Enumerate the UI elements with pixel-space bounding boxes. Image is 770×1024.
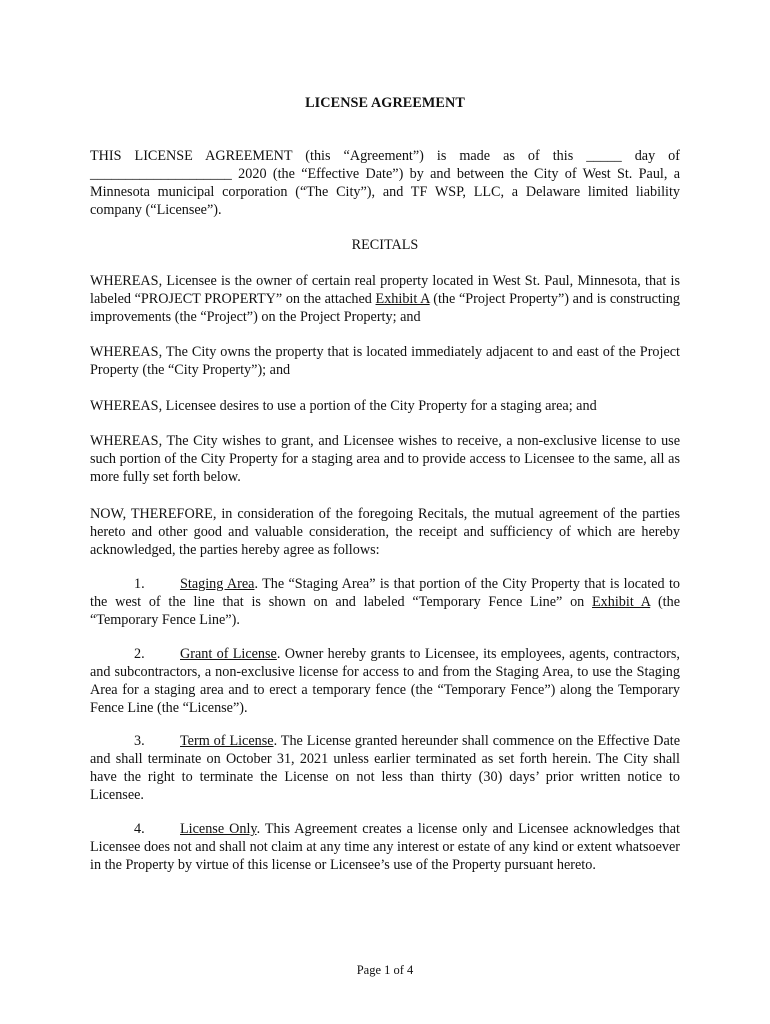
recital-4: WHEREAS, The City wishes to grant, and Licensee wishes to receive, a non-exclusive license to use such portion of the City Property for a staging area and to provide access to Licensee to the same, all as more fully set forth below.	[90, 433, 680, 485]
section-2-heading: Grant of License	[180, 646, 277, 662]
recital-3: WHEREAS, Licensee desires to use a portion of the City Property for a staging area; and	[90, 398, 597, 414]
recital-2: WHEREAS, The City owns the property that is located immediately adjacent to and east of the Project Property (the “City Property”); and	[90, 344, 680, 378]
section-1-number: 1.	[134, 576, 145, 592]
exhibit-a-reference: Exhibit A	[375, 291, 430, 307]
page-number: Page 1 of 4	[356, 963, 414, 977]
section-3-heading: Term of License	[180, 733, 274, 749]
recital-1	[90, 272, 680, 326]
document-title: LICENSE AGREEMENT	[305, 95, 465, 111]
section-4-text: . This Agreement creates a license only and Licensee acknowledges that Licensee does not and shall not claim at any time any interest or estate of any kind or extent whatsoever in the Property by virtue of this license or Licensee’s use of the Property pursuant hereto.	[90, 821, 680, 873]
section-4	[90, 820, 680, 874]
section-3-number: 3.	[134, 733, 145, 749]
section-2	[90, 645, 680, 717]
recitals-heading: RECITALS	[351, 237, 419, 253]
intro-paragraph: THIS LICENSE AGREEMENT (this “Agreement”) is made as of this _____ day of ____________________ 2020 (the “Effective Date”) by and between the City of West St. Paul, a Minnesota municipal corporation (“The City”), and TF WSP, LLC, a Delaware limited liability company (“Licensee”).	[90, 148, 680, 218]
recital-1-text-a: WHEREAS, Licensee is the owner of certain real property located in West St. Paul, Minnesota, that is labeled “PROJECT PROPERTY” on the attached	[90, 273, 680, 307]
section-1-text-a: . The “Staging Area” is that portion of the City Property that is located to the west of the line that is shown on and labeled “Temporary Fence Line” on	[90, 576, 680, 610]
recital-1-text-b: (the “Project Property”) and is constructing improvements (the “Project”) on the Project Property; and	[90, 291, 680, 325]
section-2-number: 2.	[134, 646, 145, 662]
section-4-heading: License Only	[180, 821, 257, 837]
section-4-number: 4.	[134, 821, 145, 837]
section-1-exhibit-reference: Exhibit A	[592, 594, 651, 610]
section-3-text: . The License granted hereunder shall commence on the Effective Date and shall terminate on October 31, 2021 unless earlier terminated as set forth herein. The City shall have the right to terminate the License on not less than thirty (30) days’ prior written notice to Licensee.	[90, 733, 680, 803]
now-therefore-paragraph: NOW, THEREFORE, in consideration of the foregoing Recitals, the mutual agreement of the parties hereto and other good and valuable consideration, the receipt and sufficiency of which are hereby acknowledged, the parties hereby agree as follows:	[90, 506, 680, 558]
section-1-text-b: (the “Temporary Fence Line”).	[90, 594, 681, 628]
section-1	[90, 575, 680, 629]
section-1-heading: Staging Area	[180, 576, 255, 592]
section-2-text: . Owner hereby grants to Licensee, its employees, agents, contractors, and subcontractors, a non-exclusive license for access to and from the Staging Area, to use the Staging Area for a staging area and to erect a temporary fence (the “Temporary Fence”) along the Temporary Fence Line (the “License”).	[90, 646, 680, 716]
section-3	[90, 732, 680, 804]
